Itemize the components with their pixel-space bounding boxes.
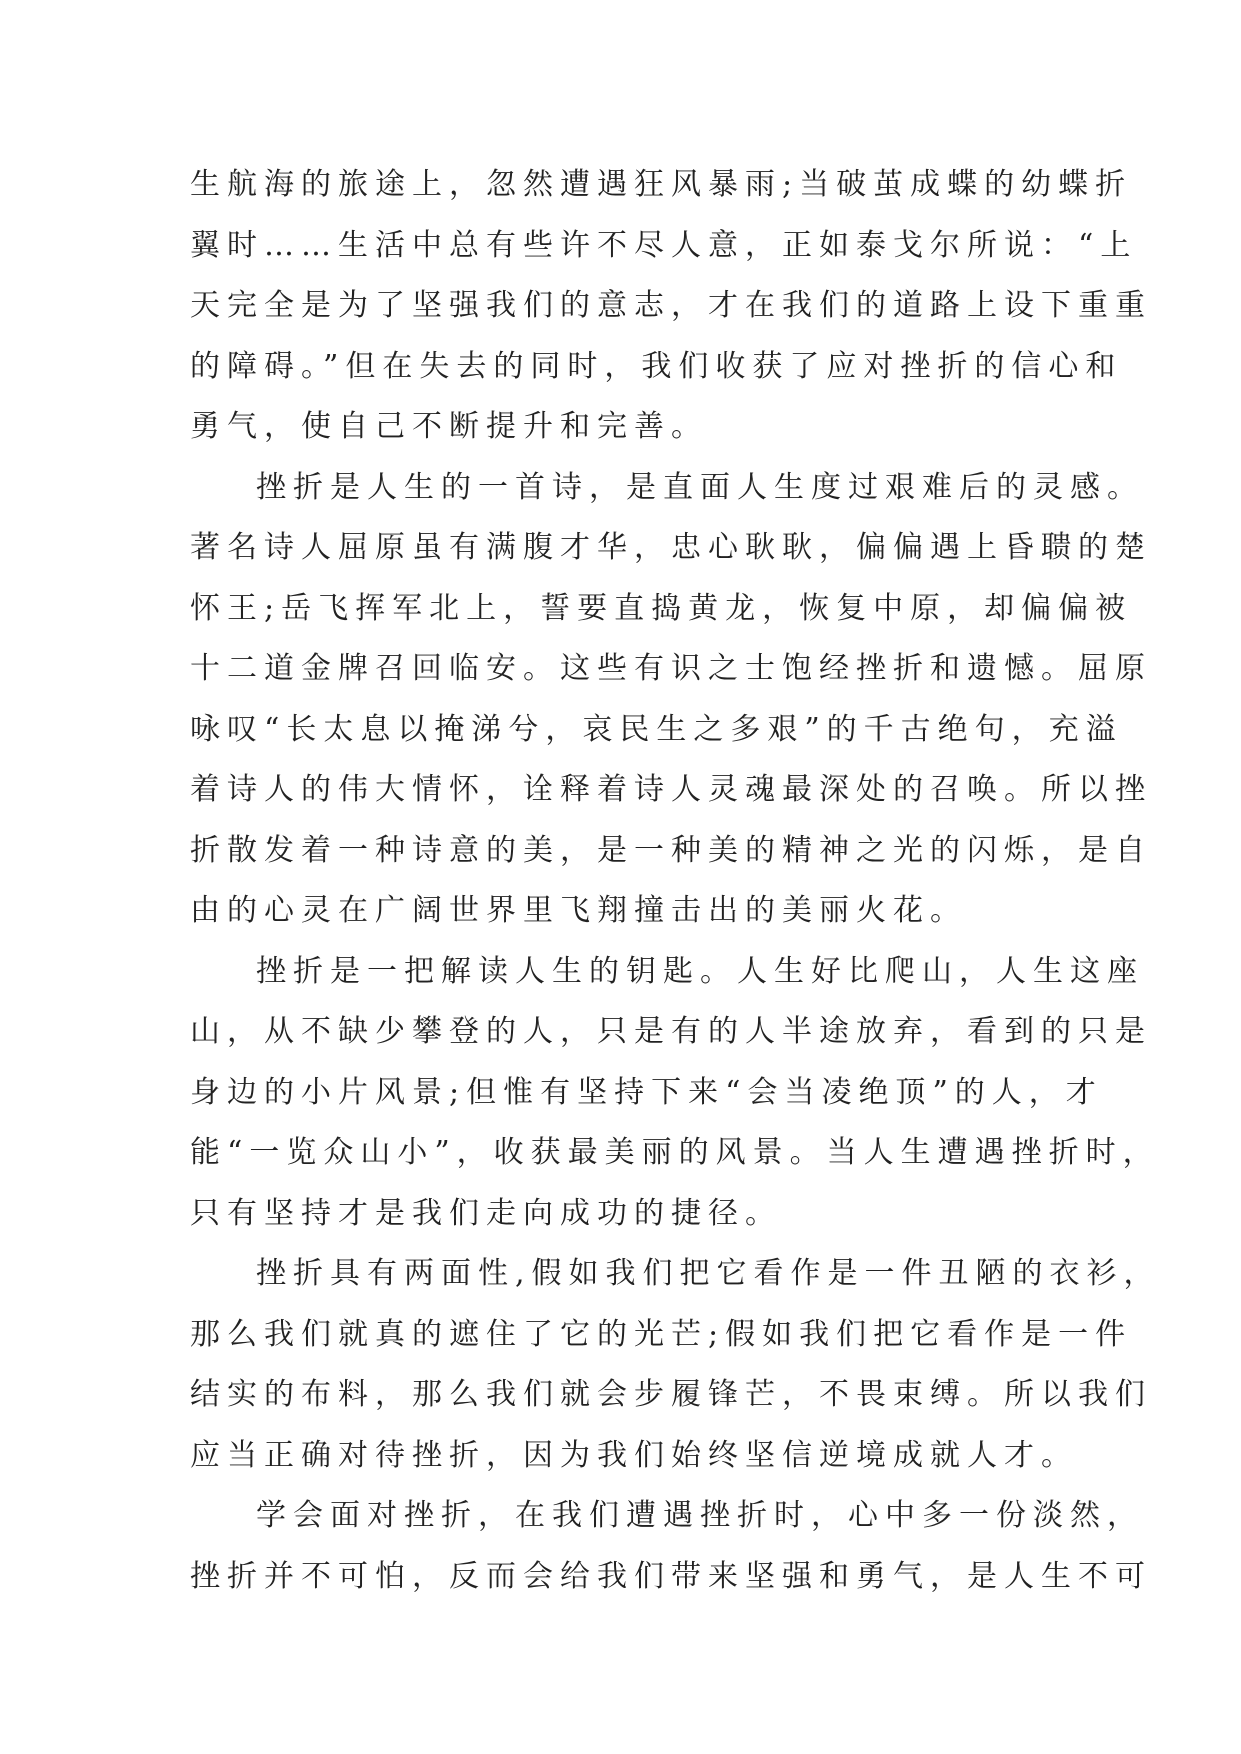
text-line: 结实的布料，那么我们就会步履锋芒，不畏束缚。所以我们	[190, 1377, 1152, 1412]
text-line: 折散发着一种诗意的美，是一种美的精神之光的闪烁，是自	[190, 832, 1152, 868]
text-line: 应当正确对待挫折，因为我们始终坚信逆境成就人才。	[190, 1437, 1078, 1473]
text-line: 生航海的旅途上，忽然遭遇狂风暴雨;当破茧成蝶的幼蝶折	[190, 167, 1133, 202]
text-line: 的障碍。”但在失去的同时，我们收获了应对挫折的信心和	[190, 348, 1123, 384]
paragraph	[190, 942, 1160, 1245]
text-line: 勇气，使自己不断提升和完善。	[190, 409, 708, 444]
paragraph	[190, 1244, 1161, 1486]
text-line: 山，从不缺少攀登的人，只是有的人半途放弃，看到的只是	[190, 1014, 1152, 1049]
essay-body	[190, 155, 1161, 1607]
text-line: 那么我们就真的遮住了它的光芒;假如我们把它看作是一件	[190, 1316, 1133, 1352]
text-line: 只有坚持才是我们走向成功的捷径。	[190, 1195, 782, 1231]
text-line: 学会面对挫折，在我们遭遇挫折时，心中多一份淡然，	[256, 1498, 1144, 1533]
text-line: 著名诗人屈原虽有满腹才华，忠心耿耿，偏偏遇上昏聩的楚	[190, 530, 1152, 565]
text-line: 咏叹“长太息以掩涕兮，哀民生之多艰”的千古绝句，充溢	[190, 711, 1123, 747]
text-line: 挫折是人生的一首诗，是直面人生度过艰难后的灵感。	[256, 469, 1144, 505]
text-line: 翼时……生活中总有些许不尽人意，正如泰戈尔所说：“上	[190, 227, 1138, 263]
text-line: 着诗人的伟大情怀，诠释着诗人灵魂最深处的召唤。所以挫	[190, 772, 1152, 807]
text-line: 挫折并不可怕，反而会给我们带来坚强和勇气，是人生不可	[190, 1558, 1152, 1594]
text-line: 挫折具有两面性,假如我们把它看作是一件丑陋的衣衫，	[256, 1256, 1161, 1291]
paragraph	[190, 458, 1152, 942]
text-line: 能“一览众山小”，收获最美丽的风景。当人生遭遇挫折时，	[190, 1135, 1160, 1170]
paragraph	[190, 1486, 1152, 1607]
text-line: 身边的小片风景;但惟有坚持下来“会当凌绝顶”的人，才	[190, 1074, 1103, 1110]
text-line: 天完全是为了坚强我们的意志，才在我们的道路上设下重重	[190, 288, 1152, 323]
paragraph	[190, 155, 1152, 458]
text-line: 由的心灵在广阔世界里飞翔撞击出的美丽火花。	[190, 893, 967, 928]
text-line: 怀王;岳飞挥军北上，誓要直捣黄龙，恢复中原，却偏偏被	[190, 590, 1133, 626]
text-line: 十二道金牌召回临安。这些有识之士饱经挫折和遗憾。屈原	[190, 651, 1152, 686]
text-line: 挫折是一把解读人生的钥匙。人生好比爬山，人生这座	[256, 953, 1144, 989]
